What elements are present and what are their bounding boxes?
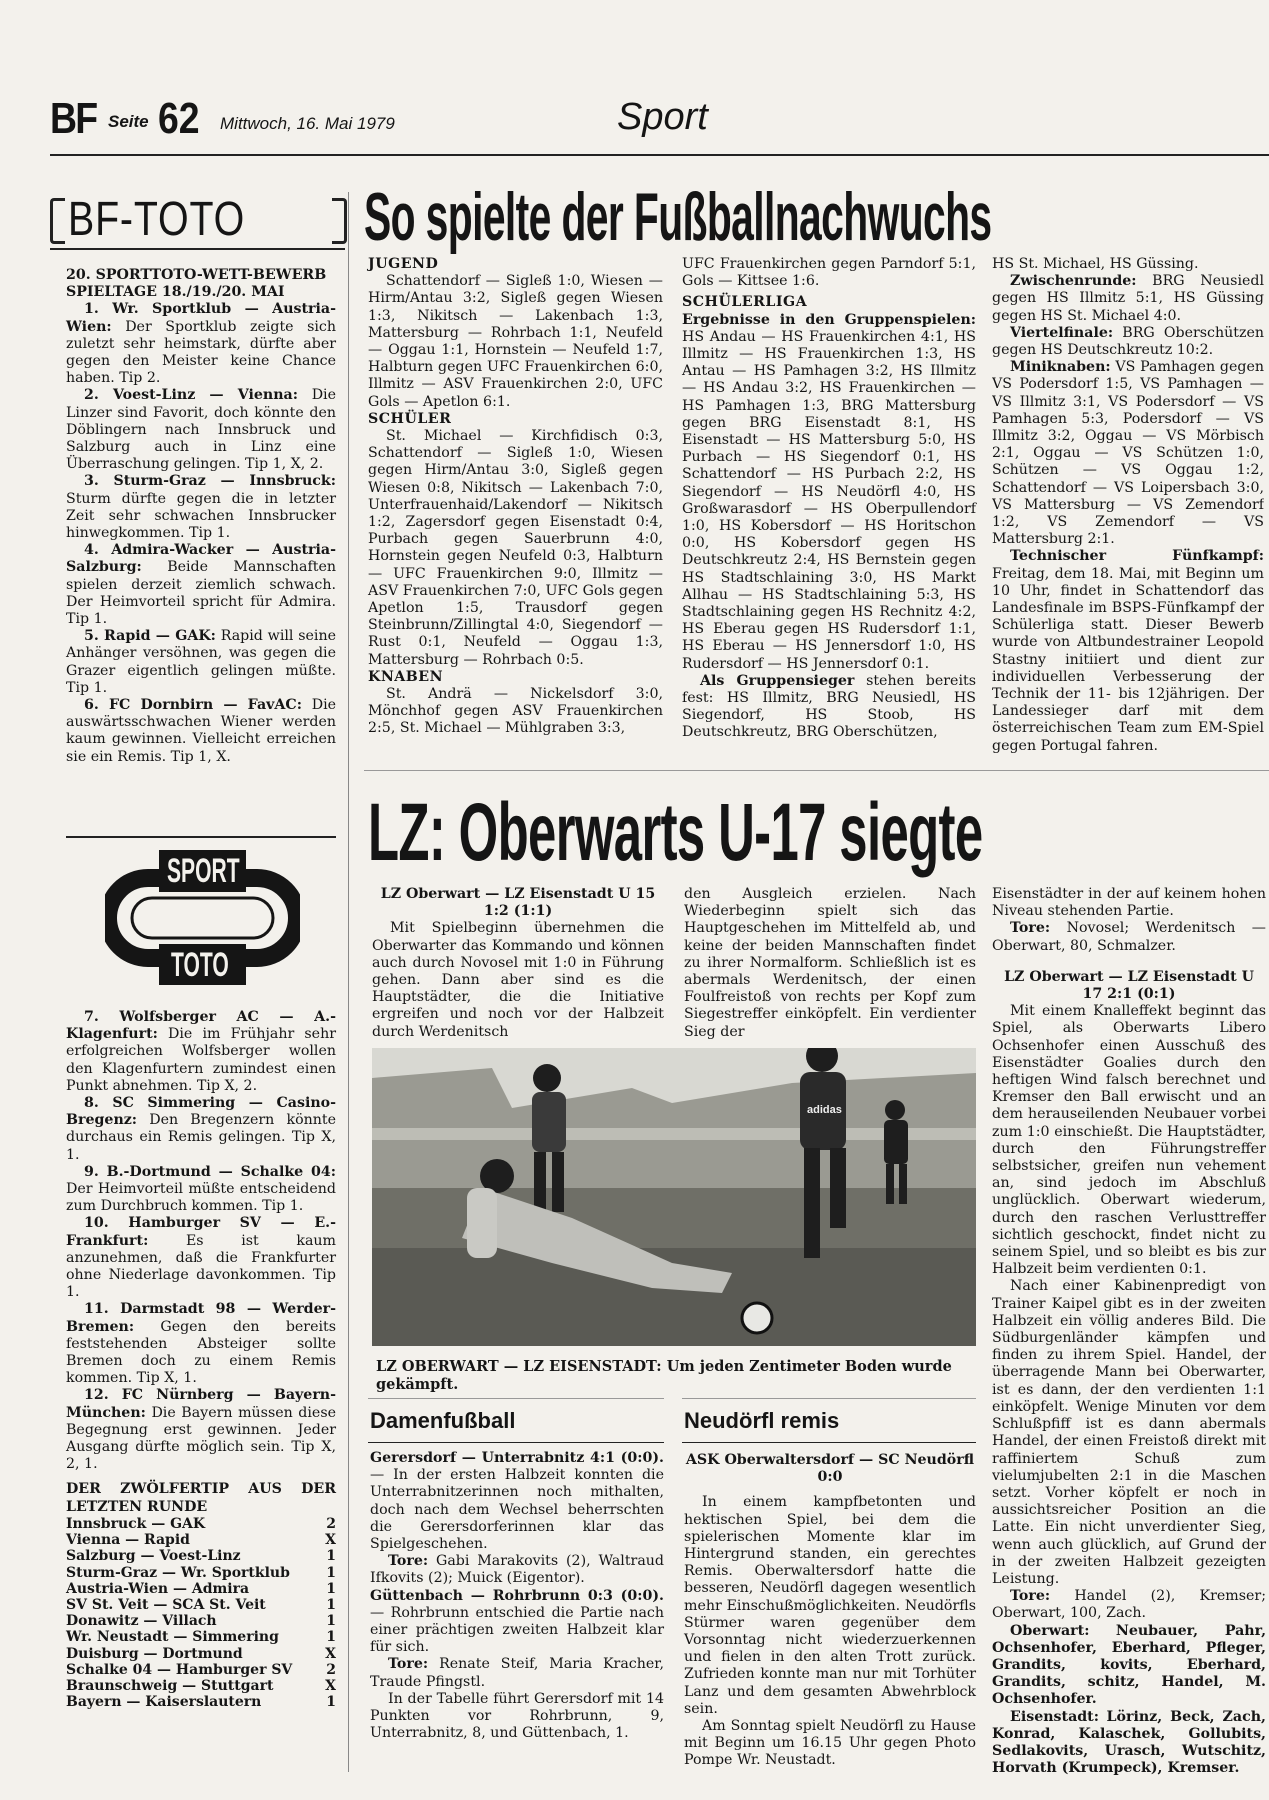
section-title: Sport <box>617 96 708 138</box>
result-match: SV St. Veit — SCA St. Veit <box>66 1596 266 1613</box>
toto-tip-match: 9. B.-Dortmund — Schalke 04: <box>84 1163 336 1180</box>
result-row <box>66 1516 336 1532</box>
damen-body <box>370 1450 664 1742</box>
result-tip: 1 <box>326 1694 336 1711</box>
result-row <box>66 1678 336 1694</box>
result-tip: 1 <box>326 1613 336 1630</box>
gruppensieger-text: stehen bereits fest: HS Illmitz, BRG Neusiedl, HS Siegendorf, HS Stoob, HS Deutschkreutz, BRG Oberschützen, <box>682 672 976 741</box>
photo-caption: LZ OBERWART — LZ EISENSTADT: Um jeden Zentimeter Boden wurde gekämpft. <box>376 1358 952 1393</box>
result-tip: X <box>325 1677 336 1694</box>
toto-tips-list-a <box>66 301 336 765</box>
lz-tore-u15-lead: Tore: <box>1010 920 1051 937</box>
lz-oberwart-lineup <box>992 1623 1266 1709</box>
toto-tip <box>66 301 336 387</box>
toto-tip-match: 4. Admira-Wacker — Austria-Salzburg: <box>66 542 336 576</box>
result-match: Schalke 04 — Hamburger SV <box>66 1661 293 1678</box>
jugend-heading: JUGEND <box>368 256 439 272</box>
result-match: Salzburg — Voest-Linz <box>66 1548 241 1565</box>
toto-tip-text: Die auswärtsschwachen Wiener werden kaum gewinnen. Vielleicht erreichen sie ein Remis. Tip 1, X. <box>66 697 337 765</box>
seite-label: Seite <box>108 112 149 131</box>
result-tip: 2 <box>326 1515 336 1532</box>
jugend-results: Schattendorf — Sigleß 1:0, Wiesen — Hirm/Antau 3:2, Sigleß gegen Wiesen 1:3, Nikitsch — Lakenbach 1:3, Mattersburg — Rohrbach 1:1, Neufeld — Oggau 1:1, Hornstein — Neufeld 1:7, Halbturn gegen UFC Frauenkirchen 6:0, Illmitz — ASV Frauenkirchen 2:0, UFC Gols — Apetlon 6:1. <box>368 273 663 410</box>
toto-tip-match: 12. FC Nürnberg — Bayern-München: <box>66 1387 336 1421</box>
nachwuchs-headline: So spielte der Fußballnachwuchs <box>364 179 992 255</box>
lz-tore-u17-lead: Tore: <box>1010 1588 1051 1605</box>
toto-tip-match: 1. Wr. Sportklub — Austria-Wien: <box>66 301 336 335</box>
lz-oberwart-lead: Oberwart: <box>1010 1622 1090 1639</box>
lz-oberwart-text: Neubauer, Pahr, Ochsenhofer, Eberhard, Pfleger, Grandits, kovits, Eberhard, Grandits, schitz, Handel, M. Ochsenhofer. <box>992 1622 1266 1708</box>
emblem-sport-text: SPORT <box>167 852 240 890</box>
damen-top-rule <box>368 1398 664 1399</box>
match-photo <box>372 1048 976 1346</box>
masthead <box>50 92 1265 152</box>
viertelfinale <box>992 325 1264 359</box>
lz-eisenstadt-lead: Eisenstadt: <box>1010 1708 1099 1725</box>
neudoerfl-match: ASK Oberwaltersdorf — SC Neudörfl 0:0 <box>685 1452 975 1486</box>
toto-column-a <box>66 267 336 766</box>
result-tip: 1 <box>326 1564 336 1581</box>
neudoerfl-text-2: Am Sonntag spielt Neudörfl zu Hause mit Beginn um 16.15 Uhr gegen Photo Pompe Wr. Neustadt. <box>684 1718 976 1769</box>
toto-tip <box>66 697 336 766</box>
lz-col-3 <box>992 886 1266 1776</box>
damen-tore-2-text: Renate Steif, Maria Kracher, Traude Pfingstl. <box>370 1656 664 1690</box>
toto-tip-text: Der Sportklub zeigte sich zuletzt sehr heimstark, dürfte aber gegen den Meister keine Chance haben. Tip 2. <box>66 318 336 387</box>
nachwuchs-col-2 <box>682 256 976 742</box>
damen-match-1-text: — In der ersten Halbzeit konnten die Unterrabnitzerinnen noch mithalten, doch nach dem Wechsel beherrschten die Gerersdorferinnen klar das Spielgeschehen. <box>370 1467 664 1553</box>
fuenfkampf <box>992 548 1264 754</box>
match-photo-graphic <box>372 1048 976 1346</box>
toto-tip-match: 3. Sturm-Graz — Innsbruck: <box>84 473 336 490</box>
zwoelfertip-results <box>66 1516 336 1710</box>
result-row <box>66 1629 336 1645</box>
toto-tips-list-b <box>66 1009 336 1473</box>
toto-tip <box>66 1301 336 1387</box>
toto-tip-text: Beide Mannschaften spielen derzeit ziemlich schwach. Der Heimvorteil spricht für Admira. Tip 1. <box>66 559 337 628</box>
toto-tip <box>66 628 336 697</box>
toto-tip <box>66 1387 336 1473</box>
toto-tip <box>66 473 336 542</box>
toto-logo-frame-left <box>50 198 65 244</box>
nachwuchs-bottom-rule <box>364 770 1269 771</box>
toto-tip-text: Es ist kaum anzunehmen, daß die Frankfurter ohne Niederlage davonkommen. Tip 1. <box>66 1232 336 1301</box>
zwischenrunde-lead: Zwischenrunde: <box>1010 273 1137 290</box>
issue-date: Mittwoch, 16. Mai 1979 <box>220 114 395 133</box>
col3-intro: HS St. Michael, HS Güssing. <box>992 256 1199 272</box>
toto-header: 20. SPORTTOTO-WETT-BEWERB <box>66 267 327 283</box>
toto-tip-match: 8. SC Simmering — Casino-Bregenz: <box>66 1095 336 1129</box>
miniknaben <box>992 359 1264 548</box>
photo-jersey-label: adidas <box>807 1104 842 1116</box>
result-tip: X <box>325 1532 336 1549</box>
result-tip: 1 <box>326 1596 336 1613</box>
lz-tore-u17-text: Handel (2), Kremser; Oberwart, 100, Zach. <box>992 1588 1266 1622</box>
result-match: Innsbruck — GAK <box>66 1515 206 1532</box>
damen-match-2 <box>370 1588 664 1657</box>
sport-toto-emblem <box>105 850 300 985</box>
damen-tore-2-lead: Tore: <box>388 1656 429 1673</box>
lz-headline: LZ: Oberwarts U-17 siegte <box>368 787 983 878</box>
toto-spieltage: SPIELTAGE 18./19./20. MAI <box>66 284 285 301</box>
result-row <box>66 1548 336 1564</box>
result-match: Vienna — Rapid <box>66 1532 190 1549</box>
result-row <box>66 1581 336 1597</box>
toto-tip-text: Sturm dürfte gegen die in letzter Zeit sehr schwachen Innsbrucker hinwegkommen. Tip 1. <box>66 490 336 542</box>
result-tip: 1 <box>326 1548 336 1565</box>
toto-separator <box>348 192 349 1772</box>
schuelerliga-lead: Ergebnisse in den Gruppenspielen: <box>682 311 976 328</box>
toto-tip-text: Die Linzer sind Favorit, doch könnte den Döblingern nach Innsbruck und Salzburg auch in Linz eine Überraschung gelingen. Tip 1, X, 2. <box>66 387 336 473</box>
lz-tore-u15-text: Novosel; Werdenitsch — Oberwart, 80, Schmalzer. <box>992 920 1266 954</box>
toto-tip-match: 2. Voest-Linz — Vienna: <box>84 387 298 404</box>
result-tip: 1 <box>326 1580 336 1597</box>
damen-tabelle: In der Tabelle führt Gerersdorf mit 14 Punkten vor Rohrbrunn, 9, Unterrabnitz, 8, und Güttenbach, 1. <box>370 1690 664 1742</box>
neudoerfl-body <box>684 1452 976 1770</box>
nachwuchs-col-1 <box>368 256 663 738</box>
toto-top-rule <box>50 248 345 250</box>
result-match: Bayern — Kaiserslautern <box>66 1694 262 1711</box>
fuenfkampf-text: Freitag, dem 18. Mai, mit Beginn um 10 Uhr, findet in Schattendorf das Landesfinale im BSPS-Fünfkampf der Schülerliga statt. Dieser Bewerb wurde von Altbundestrainer Leopold Stastny initiiert und dient zur individuellen Verbesserung der Technik der 11- bis 12jährigen. Der Landessieger darf mit dem österreichischen Team zum EM-Spiel gegen Portugal fahren. <box>992 565 1264 754</box>
result-row <box>66 1597 336 1613</box>
schuelerliga-results <box>682 312 976 673</box>
lz-eisenstadt-text: Lörinz, Beck, Zach, Konrad, Kalaschek, Gollubits, Sedlakovits, Urasch, Wutschitz, Horvath (Krumpeck), Kremser. <box>992 1708 1266 1776</box>
toto-tip <box>66 1215 336 1301</box>
knaben-heading: KNABEN <box>368 668 444 685</box>
schuelerliga-heading: SCHÜLERLIGA <box>682 294 808 311</box>
damen-title: Damenfußball <box>370 1408 516 1433</box>
toto-column-b <box>66 1009 336 1710</box>
toto-tip <box>66 542 336 628</box>
damen-tore-1-text: Gabi Marakovits (2), Waltraud Ifkovits (2); Muick (Eigentor). <box>370 1553 664 1587</box>
toto-logo <box>50 192 346 244</box>
neudoerfl-text-1: In einem kampfbetonten und hektischen Spiel, bei dem die spielerischen Momente klar im Hintergrund standen, ein gerechtes Remis. Oberwaltersdorf hatte die besseren, Neudörfl dagegen wesentlich mehr Einschußmöglichkeiten. Neudörfls Stürmer waren gegenüber dem Vorsonntag nicht wiederzuerkennen und fielen in den alten Trott zurück. Zufrieden konnte man nur mit Torhüter Lanz und dem gesamten Abwehrblock sein. <box>684 1494 976 1717</box>
fuenfkampf-lead: Technischer Fünfkampf: <box>1010 548 1264 565</box>
masthead-rule <box>50 154 1269 156</box>
result-row <box>66 1565 336 1581</box>
result-match: Austria-Wien — Admira <box>66 1580 250 1597</box>
toto-tip-match: 10. Hamburger SV — E.-Frankfurt: <box>66 1215 336 1249</box>
result-match: Wr. Neustadt — Simmering <box>66 1629 279 1646</box>
result-match: Braunschweig — Stuttgart <box>66 1677 274 1694</box>
lz-u15-text-cont: den Ausgleich erzielen. Nach Wiederbeginn spielt sich das Hauptgeschehen im Mittelfeld ab, und keine der beiden Mannschaften findet zu ihrer Normalform. Schließlich ist es abermals Werdenitsch, der einen Foulfreistoß von rechts per Kopf zum Siegestreffer einköpfelt. Ein verdienter Sieg der <box>684 886 976 1040</box>
lz-tore-u17 <box>992 1588 1266 1622</box>
toto-tip-text: Die im Frühjahr sehr erfolgreichen Wolfsberger wollen den Klagenfurtern zumindest einen Punkt abnehmen. Tip X, 2. <box>66 1026 336 1094</box>
toto-tip <box>66 1164 336 1216</box>
damen-match-2-text: — Rohrbrunn entschied die Partie nach einer prächtigen zweiten Halbzeit klar für sich. <box>370 1604 664 1656</box>
result-tip: X <box>325 1645 336 1662</box>
newspaper-logo: BF <box>50 94 97 143</box>
lz-u17-p2: Nach einer Kabinenpredigt von Trainer Kaipel gibt es in der zweiten Halbzeit ein völlig anderes Bild. Die Südburgenländer kämpfen und finden zu ihrem Spiel. Handel, der überragende Mann bei Oberwarter, ist es dann, der den verdienten 1:1 einköpfelt. Wenige Minuten vor dem Schlußpfiff ist es dann abermals Handel, der einen Freistoß direkt mit raffiniertem Schuß zum vielumjubelten 2:1 in die Maschen setzt. Vorher köpfelt er noch in aussichtsreicher Position an die Latte. Ein nicht unverdienter Sieg, wenn auch glücklich, auf Grund der in der zweiten Halbzeit gezeigten Leistung. <box>992 1278 1266 1587</box>
viertelfinale-text: BRG Oberschützen gegen HS Deutschkreutz 10:2. <box>992 324 1264 359</box>
result-row <box>66 1613 336 1629</box>
toto-tip-match: 6. FC Dornbirn — FavAC: <box>84 697 302 714</box>
lz-col3-intro: Eisenstädter in der auf keinem hohen Niveau stehenden Partie. <box>992 886 1266 920</box>
neudoerfl-title-rule <box>682 1442 976 1443</box>
gruppensieger-lead: Als Gruppensieger <box>700 672 855 689</box>
damen-match-1-score: Gerersdorf — Unterrabnitz 4:1 (0:0). <box>370 1450 664 1466</box>
result-match: Duisburg — Dortmund <box>66 1645 243 1662</box>
toto-tip-text: Der Heimvorteil müßte entscheidend zum Durchbruch kommen. Tip 1. <box>66 1181 336 1215</box>
damen-match-2-score: Güttenbach — Rohrbrunn 0:3 (0:0). <box>370 1587 664 1604</box>
lz-col-1 <box>372 886 664 1041</box>
miniknaben-text: VS Pamhagen gegen VS Podersdorf 1:5, VS Pamhagen — VS Illmitz 3:1, VS Podersdorf — VS Pamhagen 5:3, Podersdorf — VS Illmitz 3:2, Oggau — VS Mörbisch 2:1, Oggau — VS Schützen 1:0, Schützen — VS Oggau 1:2, Schattendorf — VS Loipersbach 3:0, VS Mattersburg — VS Zemendorf 1:2, VS Zemendorf — VS Mattersburg 2:1. <box>992 359 1264 548</box>
damen-tore-2 <box>370 1656 664 1690</box>
neudoerfl-top-rule <box>682 1398 976 1399</box>
nachwuchs-col-3 <box>992 256 1264 766</box>
toto-tip-match: 5. Rapid — GAK: <box>84 628 216 645</box>
damen-match-1 <box>370 1450 664 1553</box>
knaben-results: St. Andrä — Nickelsdorf 3:0, Mönchhof gegen ASV Frauenkirchen 2:5, St. Michael — Mühlgraben 3:3, <box>368 686 663 737</box>
toto-tip-text: Die Bayern müssen diese Begegnung erst gewinnen. Jeder Ausgang dürfte möglich sein. Tip X, 2, 1. <box>66 1404 336 1473</box>
damen-tore-1-lead: Tore: <box>388 1553 429 1570</box>
zwischenrunde <box>992 273 1264 325</box>
gruppensieger <box>682 673 976 742</box>
damen-title-rule <box>368 1442 664 1443</box>
result-row <box>66 1662 336 1678</box>
toto-logo-text: BF-TOTO <box>68 193 246 246</box>
damen-tore-1 <box>370 1553 664 1587</box>
toto-logo-frame-right <box>332 198 347 244</box>
result-row <box>66 1694 336 1710</box>
lz-eisenstadt-lineup <box>992 1709 1266 1776</box>
toto-tip-text: Den Bregenzern könnte durchaus ein Remis gelingen. Tip X, 1. <box>66 1112 336 1163</box>
toto-tip-match: 7. Wolfsberger AC — A.-Klagenfurt: <box>66 1009 336 1043</box>
col2-intro: UFC Frauenkirchen gegen Parndorf 5:1, Gols — Kittsee 1:6. <box>682 256 976 290</box>
neudoerfl-title: Neudörfl remis <box>684 1408 840 1433</box>
toto-tip-text: Rapid will seine Anhänger versöhnen, was gegen die Grazer eigentlich gelingen müßte. Tip 1. <box>66 628 336 696</box>
schueler-results: St. Michael — Kirchfidisch 0:3, Schattendorf — Sigleß 1:0, Wiesen gegen Hirm/Antau 3:0, Sigleß gegen Wiesen 0:8, Nikitsch — Lakenbach 7:0, Unterfrauenhaid/Lakendorf — Nikitsch 1:2, Zagersdorf gegen Eisenstadt 0:4, Purbach gegen Sauerbrunn 4:0, Hornstein gegen Neufeld 0:3, Halbturn — UFC Frauenkirchen 9:0, Illmitz — ASV Frauenkirchen 7:0, UFC Gols gegen Apetlon 1:5, Trausdorf gegen Steinbrunn/Zillingtal 4:0, Siegendorf — Rust 0:1, Neufeld — Oggau 1:3, Mattersburg — Rohrbach 0:5. <box>368 428 663 668</box>
result-match: Sturm-Graz — Wr. Sportklub <box>66 1564 290 1581</box>
emblem-toto-text: TOTO <box>171 946 229 984</box>
lz-tore-u15 <box>992 920 1266 954</box>
toto-tip <box>66 387 336 473</box>
result-tip: 1 <box>326 1629 336 1646</box>
lz-col-2 <box>684 886 976 1041</box>
result-match: Donawitz — Villach <box>66 1613 217 1630</box>
result-tip: 2 <box>326 1661 336 1678</box>
zwischenrunde-text: BRG Neusiedl gegen HS Illmitz 5:1, HS Güssing gegen HS St. Michael 4:0. <box>992 273 1264 324</box>
toto-tip <box>66 1009 336 1095</box>
schuelerliga-text: HS Andau — HS Frauenkirchen 4:1, HS Illmitz — HS Frauenkirchen 1:3, HS Antau — HS Pamhagen 3:2, HS Illmitz — HS Andau 3:2, HS Frauenkirchen — HS Pamhagen 1:3, BRG Mattersburg gegen BRG Eisenstadt 8:1, HS Eisenstadt — HS Mattersburg 5:0, HS Purbach — HS Siegendorf 0:1, HS Schattendorf — HS Purbach 2:2, HS Siegendorf — HS Neudörfl 4:0, HS Großwarasdorf — HS Oberpullendorf 1:0, HS Kobersdorf — HS Horitschon 0:0, HS Kobersdorf gegen HS Deutschkreutz 2:4, HS Bernstein gegen HS Stadtschlaining 3:0, HS Markt Allhau — HS Stadtschlaining 5:3, HS Stadtschlaining gegen HS Rechnitz 4:2, HS Eberau gegen HS Rudersdorf 1:1, HS Eberau — HS Jennersdorf 1:0, HS Rudersdorf — HS Jennersdorf 0:1. <box>682 328 976 672</box>
schueler-heading: SCHÜLER <box>368 410 452 427</box>
zwoelfertip-title: DER ZWÖLFERTIP AUS DER LETZTEN RUNDE <box>66 1481 336 1515</box>
lz-u17-p1: Mit einem Knalleffekt beginnt das Spiel, als Oberwarts Libero Ochsenhofer einen Ausschuß des Eisenstädter Goalies durch den heftigen Wind falsch berechnet und Kremser den Ball erwischt und an dem herauseilenden Neubauer vorbei zum 1:0 einschießt. Die Hauptstädter, durch den Führungstreffer selbstsicher, greifen nun vehement an, sind jedoch im Abschluß unglücklich. Oberwart wiederum, durch den raschen Verlusttreffer sichtlich geschockt, findet nicht zu seinem Spiel, und so bleibt es bis zur Halbzeit beim verdienten 0:1. <box>992 1003 1266 1278</box>
lz-u15-text: Mit Spielbeginn übernehmen die Oberwarter das Kommando und können auch durch Novosel mit 1:0 in Führung gehen. Dann aber sind es die Hauptstädter, die die Initiative ergreifen und noch vor der Halbzeit durch Werdenitsch <box>372 920 664 1040</box>
result-row <box>66 1646 336 1662</box>
miniknaben-lead: Miniknaben: <box>1010 359 1111 376</box>
toto-tip-match: 11. Darmstadt 98 — Werder-Bremen: <box>66 1301 336 1335</box>
result-row <box>66 1532 336 1548</box>
toto-tip-text: Gegen den bereits feststehenden Absteiger sollte Bremen doch zu einem Remis kommen. Tip X, 1. <box>66 1318 337 1387</box>
lz-match-u17: LZ Oberwart — LZ Eisenstadt U 17 2:1 (0:1) <box>1004 968 1254 1003</box>
page-number: 62 <box>158 94 200 143</box>
viertelfinale-lead: Viertelfinale: <box>1010 324 1114 341</box>
toto-mid-rule <box>66 836 336 838</box>
lz-match-u15: LZ Oberwart — LZ Eisenstadt U 15 1:2 (1:1) <box>380 886 656 920</box>
toto-tip <box>66 1095 336 1164</box>
